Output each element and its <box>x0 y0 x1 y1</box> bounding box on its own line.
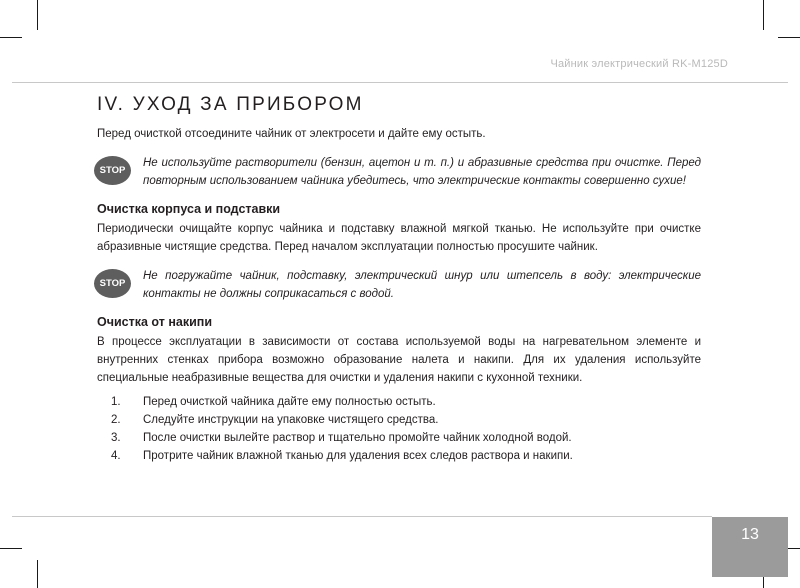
descaling-text: В процессе эксплуатации в зависимости от состава используемой воды на нагревательном элементе и внутренних стенках прибора возможно образование налета и накипи. Для их удаления используйте специальные неабразивные вещества для очистки и удаления накипи с кухонной техники. <box>97 336 701 384</box>
footer-rule <box>12 516 712 517</box>
list-item: 2. Следуйте инструкции на упаковке чистящего средства. <box>111 414 439 426</box>
list-item: 4. Протрите чайник влажной тканью для удаления всех следов раствора и накипи. <box>111 450 573 462</box>
crop-mark <box>37 560 38 588</box>
warning-text: Не погружайте чайник, подставку, электрический шнур или штепсель в воду: электрические контакты не должны соприкасаться с водой. <box>143 270 701 300</box>
crop-mark <box>0 548 22 549</box>
body-cleaning-text: Периодически очищайте корпус чайника и подставку влажной мягкой тканью. Не используйте при очистке абразивные чистящие средства. Перед началом эксплуатации полностью просушите чайник. <box>97 223 701 253</box>
page-number-box <box>712 517 788 577</box>
stop-icon: STOP <box>94 156 131 185</box>
intro-text: Перед очисткой отсоедините чайник от электросети и дайте ему остыть. <box>97 128 486 140</box>
list-item: 3. После очистки вылейте раствор и тщательно промойте чайник холодной водой. <box>111 432 572 444</box>
stop-icon: STOP <box>94 269 131 298</box>
warning-text: Не используйте растворители (бензин, ацетон и т. п.) и абразивные средства при очистке. Перед повторным использованием чайника убедитесь, что электрические контакты совершенно сухие! <box>143 157 701 187</box>
heading-descaling: Очистка от накипи <box>97 315 213 329</box>
crop-mark <box>778 37 800 38</box>
crop-mark <box>37 0 38 30</box>
heading-body-cleaning: Очистка корпуса и подставки <box>97 202 281 216</box>
running-title: Чайник электрический RK-M125D <box>550 58 728 70</box>
page-content <box>97 94 701 465</box>
crop-mark <box>763 0 764 30</box>
list-item: 1. Перед очисткой чайника дайте ему полностью остыть. <box>111 396 436 408</box>
descaling-steps <box>97 393 701 465</box>
section-title: IV. УХОД ЗА ПРИБОРОМ <box>97 94 364 115</box>
warning-solvents <box>97 154 701 190</box>
crop-mark <box>0 37 22 38</box>
header-rule <box>12 82 788 83</box>
page-number: 13 <box>741 526 759 543</box>
warning-water <box>97 267 701 303</box>
